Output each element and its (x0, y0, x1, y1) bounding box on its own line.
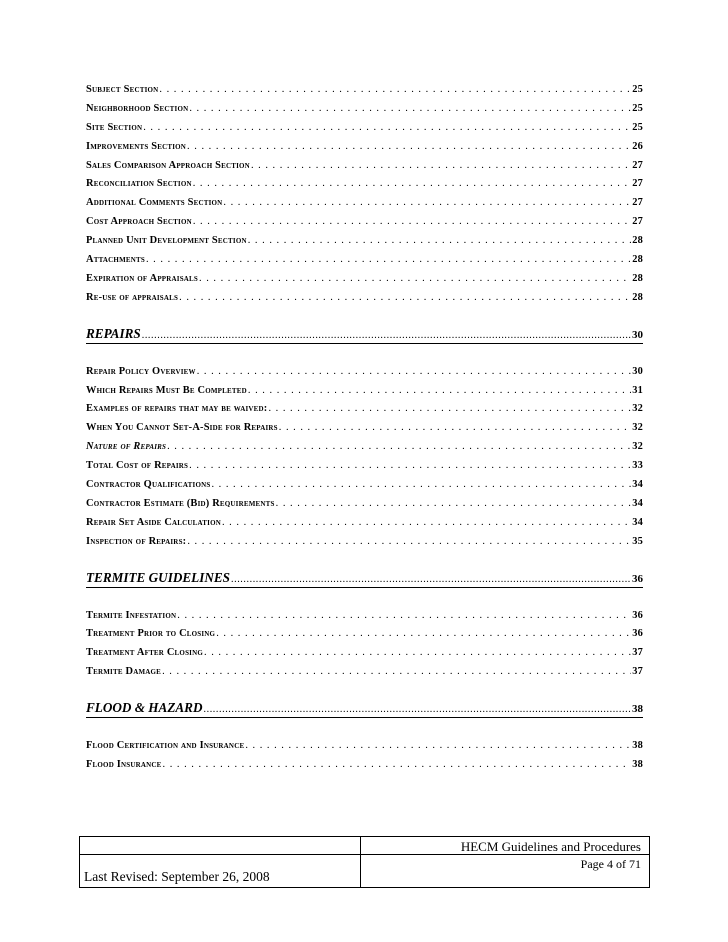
toc-entry-page: 27 (632, 159, 643, 171)
dot-leader (204, 704, 632, 715)
dot-leader (193, 216, 631, 227)
toc-entry[interactable] (86, 254, 643, 273)
toc-entry-title: Subject Section (86, 84, 159, 95)
dot-leader (279, 422, 631, 433)
dot-leader (276, 498, 632, 509)
dot-leader (177, 610, 631, 621)
toc-entry-page: 27 (632, 178, 643, 190)
toc-entry-page: 37 (632, 647, 643, 659)
toc-entry-title: Treatment Prior to Closing (86, 628, 216, 640)
toc-entry-title: Attachments (86, 254, 145, 266)
toc-entry-title: Reconciliation Section (86, 178, 192, 190)
toc-entry[interactable] (86, 759, 643, 778)
toc-entry-title: Flood Certification and Insurance (86, 740, 245, 752)
dot-leader (199, 273, 631, 284)
toc-entry-page: 34 (632, 516, 643, 528)
dot-leader (163, 759, 632, 770)
toc-entry-page: 37 (632, 666, 643, 678)
toc-entry-page: 27 (632, 216, 643, 228)
footer-last-revised: Last Revised: September 26, 2008 (84, 869, 270, 884)
toc-entry[interactable] (86, 740, 643, 759)
toc-entry[interactable] (86, 235, 643, 254)
toc-heading-repairs[interactable] (86, 326, 643, 344)
dot-leader (204, 647, 631, 658)
toc-entry-title: When You Cannot Set-A-Side for Repairs (86, 422, 278, 434)
toc-entry[interactable] (86, 122, 643, 141)
dot-leader (231, 574, 631, 585)
toc-entry-title: Nature of Repairs (86, 441, 167, 453)
dot-leader (268, 403, 631, 414)
toc-entry-title: Re-use of appraisals (86, 291, 179, 303)
toc-entry-title: Treatment After Closing (86, 647, 203, 659)
toc-entry-page: 28 (632, 254, 643, 266)
dot-leader (216, 628, 631, 639)
toc-entry-page: 34 (632, 497, 643, 509)
toc-entry[interactable] (86, 628, 643, 647)
toc-entry-title: Contractor Estimate (Bid) Requirements (86, 497, 275, 509)
footer-document-title: HECM Guidelines and Procedures (460, 839, 641, 854)
toc-entry[interactable] (86, 517, 643, 536)
table-of-contents (86, 84, 643, 778)
toc-entry[interactable] (86, 422, 643, 441)
toc-group-appraisal-sections (86, 84, 643, 311)
dot-leader (187, 141, 631, 152)
toc-entry-title: Flood Insurance (86, 759, 162, 771)
toc-heading-page: 36 (632, 572, 643, 585)
dot-leader (179, 292, 631, 303)
toc-entry-page: 36 (632, 609, 643, 621)
toc-entry-page: 26 (632, 140, 643, 152)
dot-leader (223, 197, 631, 208)
toc-entry-page: 28 (632, 291, 643, 303)
toc-entry[interactable] (86, 292, 643, 311)
toc-entry[interactable] (86, 273, 643, 292)
toc-entry[interactable] (86, 441, 643, 460)
toc-entry-title: Repair Set Aside Calculation (86, 516, 221, 528)
toc-heading-title: FLOOD & HAZARD (86, 700, 203, 716)
toc-heading-termite-guidelines[interactable] (86, 570, 643, 588)
toc-entry-page: 32 (632, 422, 643, 434)
toc-entry-title: Termite Infestation (86, 609, 177, 621)
toc-entry-page: 38 (632, 740, 643, 752)
dot-leader (187, 536, 631, 547)
toc-entry-page: 32 (632, 441, 643, 453)
toc-entry-title: Additional Comments Section (86, 197, 223, 209)
toc-entry-page: 28 (632, 272, 643, 284)
toc-entry-page: 38 (632, 759, 643, 771)
toc-entry-page: 25 (632, 102, 643, 114)
dot-leader (146, 254, 631, 265)
footer-page-number: Page 4 of 71 (580, 857, 641, 871)
toc-entry-page: 30 (632, 365, 643, 377)
dot-leader (197, 366, 631, 377)
dot-leader (189, 460, 631, 471)
dot-leader (222, 517, 631, 528)
toc-heading-title: TERMITE GUIDELINES (86, 569, 230, 585)
toc-entry[interactable] (86, 647, 643, 666)
toc-entry-page: 35 (632, 535, 643, 547)
dot-leader (251, 160, 631, 171)
toc-entry-title: Inspection of Repairs: (86, 535, 187, 547)
toc-entry-page: 28 (632, 235, 643, 247)
dot-leader (143, 122, 631, 133)
toc-group-flood (86, 740, 643, 778)
toc-entry-page: 36 (632, 628, 643, 640)
toc-entry-page: 34 (632, 479, 643, 491)
toc-entry[interactable] (86, 666, 643, 685)
toc-entry[interactable] (86, 197, 643, 216)
toc-entry-page: 27 (632, 197, 643, 209)
toc-entry[interactable] (86, 178, 643, 197)
dot-leader (245, 740, 631, 751)
toc-entry[interactable] (86, 366, 643, 385)
toc-entry[interactable] (86, 84, 643, 103)
toc-entry-title: Examples of repairs that may be waived: (86, 403, 268, 415)
toc-group-repairs (86, 366, 643, 555)
toc-entry[interactable] (86, 385, 643, 404)
toc-entry-page: 33 (632, 460, 643, 472)
footer-divider-vertical (360, 837, 361, 887)
toc-heading-flood-hazard[interactable] (86, 700, 643, 718)
toc-entry[interactable] (86, 103, 643, 122)
toc-entry-title: Expiration of Appraisals (86, 272, 199, 284)
dot-leader (248, 385, 631, 396)
page-footer (79, 836, 650, 888)
toc-entry-title: Sales Comparison Approach Section (86, 159, 250, 171)
toc-entry[interactable] (86, 460, 643, 479)
dot-leader (167, 441, 631, 452)
toc-entry[interactable] (86, 536, 643, 555)
dot-leader (162, 666, 631, 677)
toc-heading-page: 30 (632, 328, 643, 341)
dot-leader (193, 178, 631, 189)
toc-entry-page: 25 (632, 84, 643, 95)
toc-entry-title: Termite Damage (86, 666, 162, 678)
toc-entry[interactable] (86, 216, 643, 235)
dot-leader (189, 103, 631, 114)
toc-entry-title: Repair Policy Overview (86, 365, 196, 377)
toc-entry-title: Total Cost of Repairs (86, 460, 189, 472)
toc-entry-title: Cost Approach Section (86, 216, 192, 228)
dot-leader (159, 84, 631, 95)
toc-entry-page: 25 (632, 121, 643, 133)
dot-leader (211, 479, 631, 490)
toc-entry-title: Planned Unit Development Section (86, 235, 247, 247)
toc-entry[interactable] (86, 141, 643, 160)
toc-entry[interactable] (86, 610, 643, 629)
toc-entry[interactable] (86, 403, 643, 422)
toc-entry-title: Improvements Section (86, 140, 187, 152)
toc-entry-title: Site Section (86, 121, 143, 133)
toc-heading-page: 38 (632, 703, 643, 716)
toc-entry-title: Neighborhood Section (86, 102, 189, 114)
toc-entry-title: Which Repairs Must Be Completed (86, 384, 247, 396)
toc-entry-page: 32 (632, 403, 643, 415)
toc-entry-page: 31 (632, 384, 643, 396)
toc-entry[interactable] (86, 479, 643, 498)
toc-entry-title: Contractor Qualifications (86, 479, 211, 491)
dot-leader (248, 235, 631, 246)
toc-entry[interactable] (86, 160, 643, 179)
toc-entry[interactable] (86, 498, 643, 517)
dot-leader (142, 330, 631, 341)
toc-heading-title: REPAIRS (86, 325, 141, 341)
toc-group-termite (86, 610, 643, 686)
